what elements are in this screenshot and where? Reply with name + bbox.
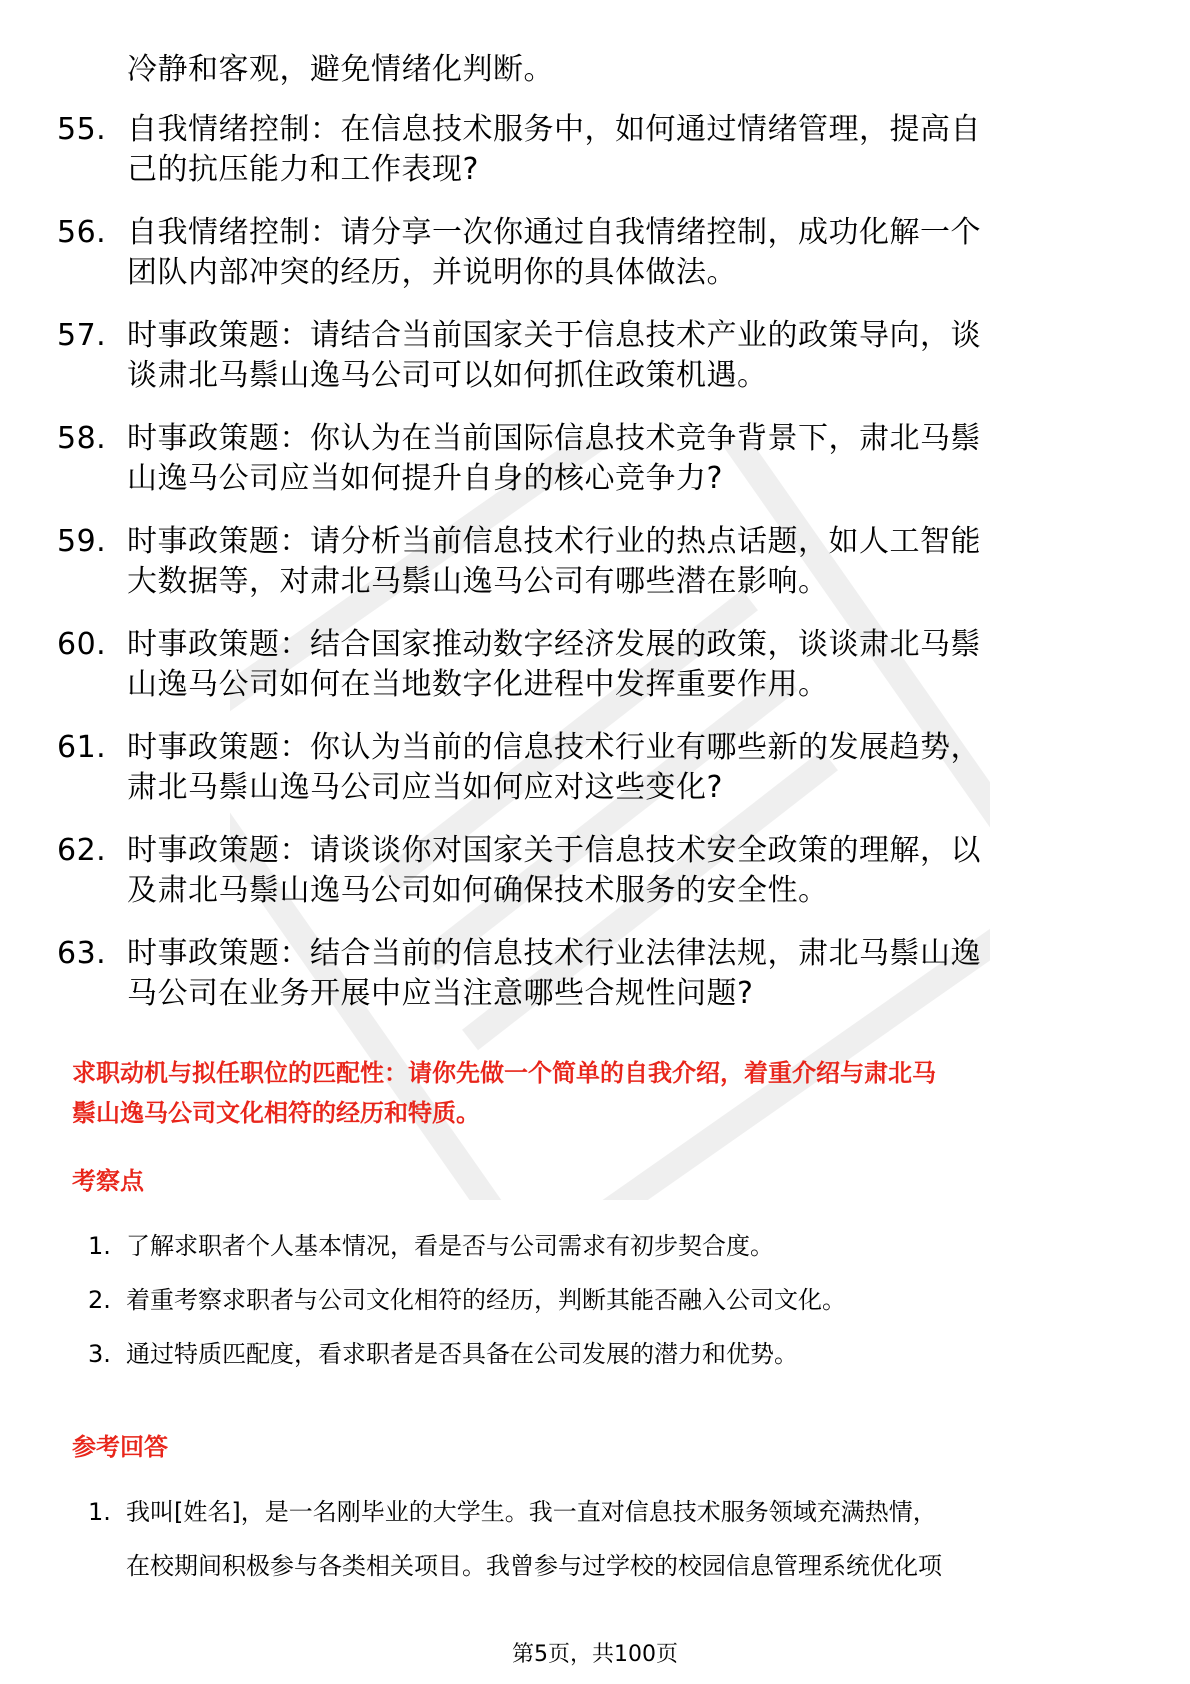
question-number: 61. xyxy=(57,730,107,765)
question-line: 自我情绪控制：在信息技术服务中，如何通过情绪管理，提高自 xyxy=(127,112,981,147)
featured-question xyxy=(72,1053,1122,1133)
featured-question-line: 求职动机与拟任职位的匹配性：请你先做一个简单的自我介绍，着重介绍与肃北马 xyxy=(72,1059,936,1087)
question-line: 时事政策题：你认为当前的信息技术行业有哪些新的发展趋势， xyxy=(127,730,981,765)
question-item xyxy=(57,934,1117,1014)
points-list xyxy=(88,1230,1128,1392)
point-number: 3. xyxy=(88,1340,111,1368)
question-item xyxy=(57,728,1117,808)
question-line: 己的抗压能力和工作表现? xyxy=(127,152,479,187)
question-list xyxy=(57,110,1117,1037)
question-line: 谈肃北马鬃山逸马公司可以如何抓住政策机遇。 xyxy=(127,358,768,393)
page-footer: 第5页，共100页 xyxy=(512,1642,678,1667)
point-item xyxy=(88,1338,1128,1370)
question-line: 山逸马公司应当如何提升自身的核心竞争力? xyxy=(127,461,723,496)
question-line: 时事政策题：请分析当前信息技术行业的热点话题，如人工智能 xyxy=(127,524,981,559)
question-number: 63. xyxy=(57,936,107,971)
question-line: 时事政策题：结合当前的信息技术行业法律法规，肃北马鬃山逸 xyxy=(127,936,981,971)
question-line: 及肃北马鬃山逸马公司如何确保技术服务的安全性。 xyxy=(127,873,829,908)
question-line: 大数据等，对肃北马鬃山逸马公司有哪些潜在影响。 xyxy=(127,564,829,599)
continuation-text: 冷静和客观，避免情绪化判断。 xyxy=(127,52,554,87)
point-text: 着重考察求职者与公司文化相符的经历，判断其能否融入公司文化。 xyxy=(126,1286,846,1314)
points-heading: 考察点 xyxy=(72,1167,144,1195)
question-item xyxy=(57,522,1117,602)
point-item xyxy=(88,1230,1128,1262)
question-line: 时事政策题：请结合当前国家关于信息技术产业的政策导向，谈 xyxy=(127,318,981,353)
point-item xyxy=(88,1284,1128,1316)
question-item xyxy=(57,419,1117,499)
answer-list xyxy=(88,1496,1128,1604)
question-line: 肃北马鬃山逸马公司应当如何应对这些变化? xyxy=(127,770,723,805)
point-text: 了解求职者个人基本情况，看是否与公司需求有初步契合度。 xyxy=(126,1232,774,1260)
answer-line: 在校期间积极参与各类相关项目。我曾参与过学校的校园信息管理系统优化项 xyxy=(126,1552,942,1580)
answer-heading: 参考回答 xyxy=(72,1433,168,1461)
question-number: 57. xyxy=(57,318,107,353)
question-item xyxy=(57,213,1117,293)
answer-item xyxy=(88,1496,1128,1582)
question-item xyxy=(57,625,1117,705)
question-line: 山逸马公司如何在当地数字化进程中发挥重要作用。 xyxy=(127,667,829,702)
answer-line: 我叫[姓名]，是一名刚毕业的大学生。我一直对信息技术服务领域充满热情， xyxy=(126,1498,937,1526)
question-line: 团队内部冲突的经历，并说明你的具体做法。 xyxy=(127,255,737,290)
question-item xyxy=(57,110,1117,190)
answer-number: 1. xyxy=(88,1498,111,1526)
question-line: 自我情绪控制：请分享一次你通过自我情绪控制，成功化解一个 xyxy=(127,215,981,250)
question-number: 62. xyxy=(57,833,107,868)
question-number: 59. xyxy=(57,524,107,559)
question-item xyxy=(57,831,1117,911)
question-number: 55. xyxy=(57,112,107,147)
question-item xyxy=(57,316,1117,396)
featured-question-line: 鬃山逸马公司文化相符的经历和特质。 xyxy=(72,1099,480,1127)
question-number: 56. xyxy=(57,215,107,250)
question-number: 58. xyxy=(57,421,107,456)
question-number: 60. xyxy=(57,627,107,662)
point-number: 1. xyxy=(88,1232,111,1260)
question-line: 马公司在业务开展中应当注意哪些合规性问题? xyxy=(127,976,754,1011)
question-line: 时事政策题：请谈谈你对国家关于信息技术安全政策的理解，以 xyxy=(127,833,981,868)
question-line: 时事政策题：你认为在当前国际信息技术竞争背景下，肃北马鬃 xyxy=(127,421,981,456)
point-text: 通过特质匹配度，看求职者是否具备在公司发展的潜力和优势。 xyxy=(126,1340,798,1368)
question-line: 时事政策题：结合国家推动数字经济发展的政策，谈谈肃北马鬃 xyxy=(127,627,981,662)
point-number: 2. xyxy=(88,1286,111,1314)
